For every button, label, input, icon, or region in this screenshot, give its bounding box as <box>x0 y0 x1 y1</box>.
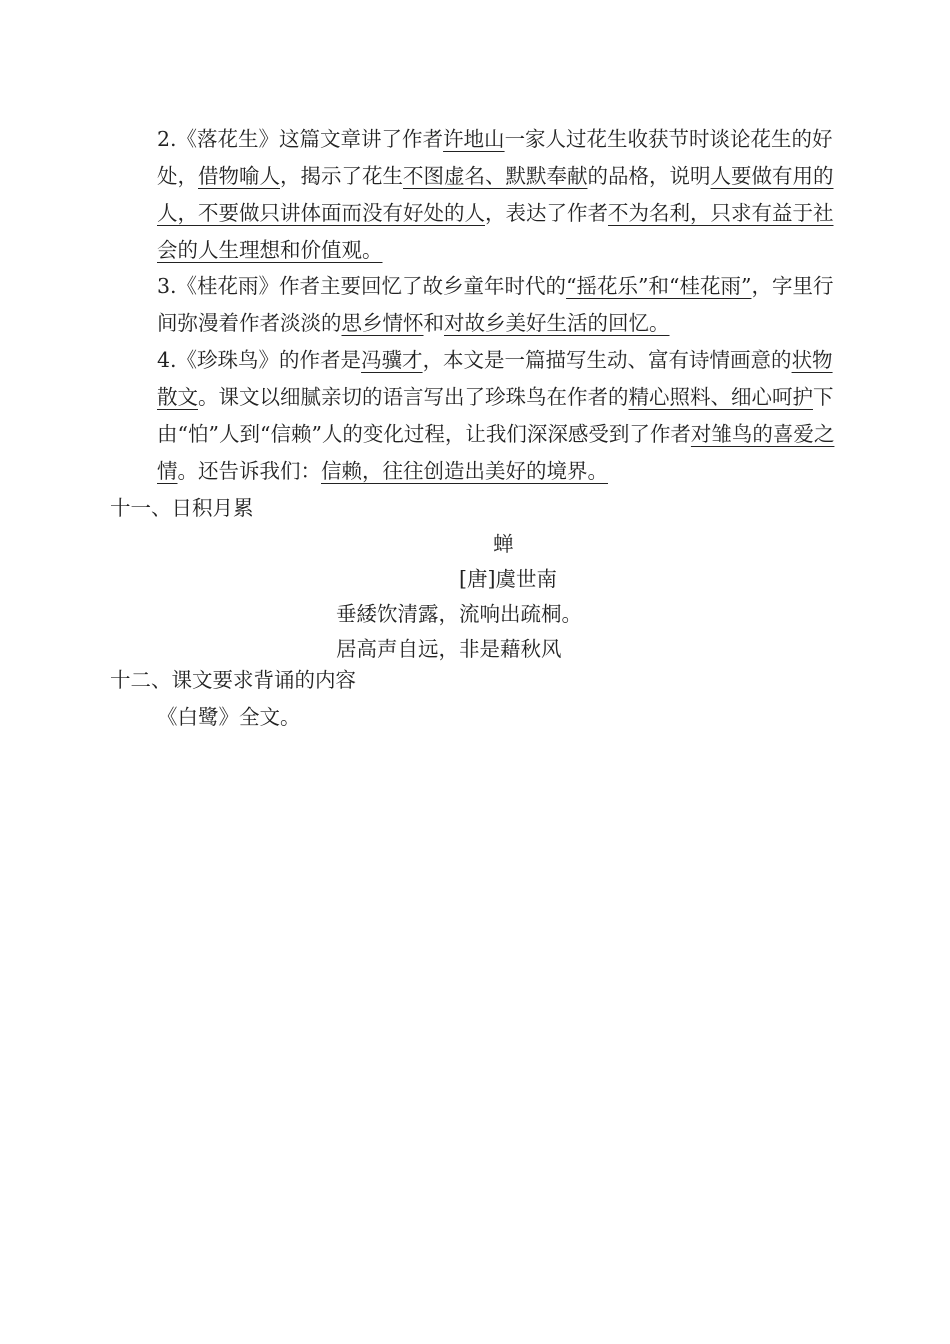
item-4-paragraph <box>157 342 852 490</box>
item-2-text-1: 2.《落花生》这篇文章讲了作者 <box>157 127 444 151</box>
item-3-text-2: ，字里行间弥漫着作者淡淡的 <box>157 274 834 335</box>
item-3-text-1: 3.《桂花雨》作者主要回忆了故乡童年时代的 <box>157 274 567 298</box>
section-11-heading: 十一、日积月累 <box>110 496 254 520</box>
item-2-paragraph <box>157 121 852 269</box>
item-3-answer-feeling: 思乡情怀 <box>341 311 424 335</box>
item-2-answer-meaning: 人要做有用的人，不要做只讲体面而没有好处的人 <box>157 164 834 225</box>
poem-title: 蝉 <box>493 532 514 556</box>
poem-line-1: 垂緌饮清露，流响出疏桐。 <box>336 602 582 626</box>
item-4-text-4: 下由“怕”人到“信赖”人的变化过程，让我们深深感受到了作者 <box>157 385 834 446</box>
item-4-text-3: 。课文以细腻亲切的语言写出了珍珠鸟在作者的 <box>198 385 629 409</box>
section-12-heading: 十二、课文要求背诵的内容 <box>110 668 356 692</box>
item-3-answer-recall: 对故乡美好生活的回忆。 <box>444 311 670 335</box>
item-4-answer-care: 精心照料、细心呵护 <box>628 385 813 409</box>
item-2-text-5: ，表达了作者 <box>485 201 608 225</box>
item-4-answer-genre: 状物散文 <box>157 348 833 409</box>
item-2-text-3: ，揭示了花生 <box>280 164 403 188</box>
item-2-answer-ideal: 不为名利，只求有益于社会的人生理想和价值观。 <box>157 201 834 262</box>
item-3-answer-memory: “摇花乐”和“桂花雨” <box>566 274 752 298</box>
item-4-answer-trust: 信赖，往往创造出美好的境界。 <box>321 459 608 483</box>
item-2-text-2: 一家人过花生收获节时谈论花生的好处， <box>157 127 833 188</box>
item-3-text-3: 和 <box>423 311 444 335</box>
item-2-answer-quality: 不图虚名、默默奉献 <box>403 164 588 188</box>
recite-content: 《白鹭》全文。 <box>157 705 301 729</box>
item-4-text-1: 4.《珍珠鸟》的作者是 <box>157 348 362 372</box>
item-4-answer-author: 冯骥才 <box>361 348 423 372</box>
item-4-text-2: ，本文是一篇描写生动、富有诗情画意的 <box>422 348 792 372</box>
item-4-answer-love: 对雏鸟的喜爱之情 <box>157 422 835 483</box>
item-4-text-5: 。还告诉我们： <box>177 459 321 483</box>
item-2-text-4: 的品格，说明 <box>587 164 711 188</box>
poem-line-2: 居高声自远，非是藉秋风 <box>336 637 562 661</box>
item-3-paragraph <box>157 268 852 342</box>
item-2-answer-technique: 借物喻人 <box>198 164 280 188</box>
poem-author: [唐]虞世南 <box>459 567 557 591</box>
item-2-answer-author: 许地山 <box>443 127 505 151</box>
